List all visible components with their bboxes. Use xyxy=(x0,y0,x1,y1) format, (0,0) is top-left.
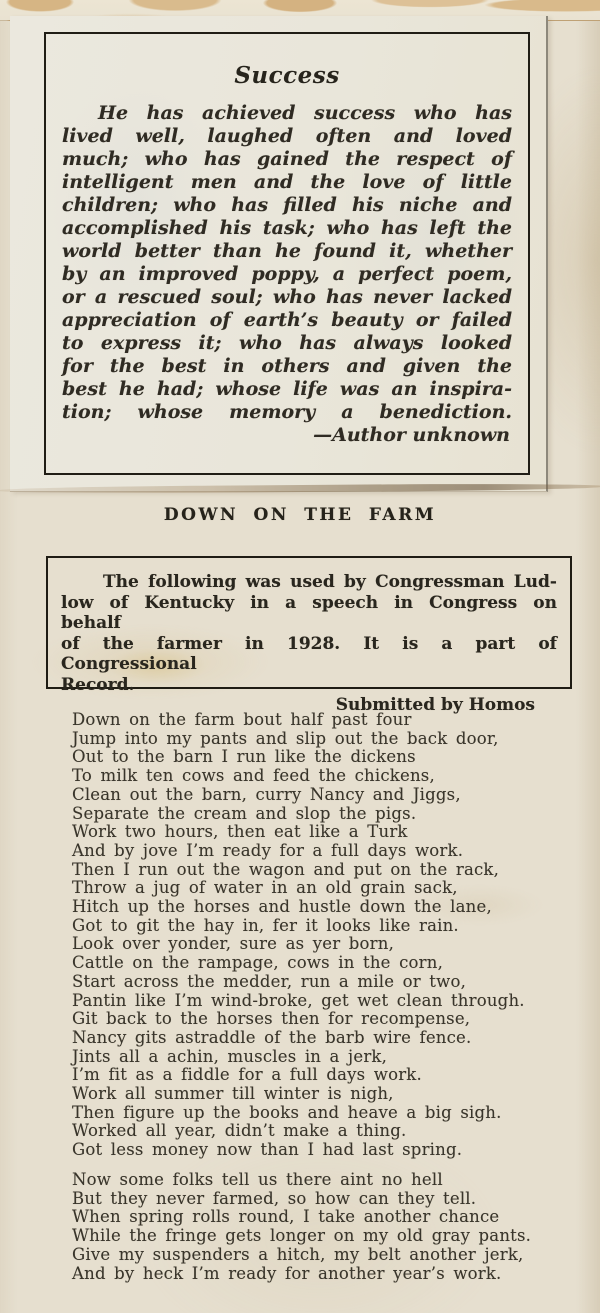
success-quote-box xyxy=(44,32,530,475)
success-quote-line: lived well, laughed often and loved xyxy=(62,125,512,147)
poem-line: But they never farmed, so how can they tell. xyxy=(72,1188,477,1208)
poem-line: Start across the medder, run a mile or two, xyxy=(72,971,467,991)
congress-note-line: of the farmer in 1928. It is a part of Congressional xyxy=(61,633,557,674)
congress-note-box xyxy=(46,556,572,715)
congress-note-line: Record. xyxy=(61,674,135,695)
poem-line: Clean out the barn, curry Nancy and Jiggs, xyxy=(72,784,461,804)
success-quote-line: intelligent men and the love of little xyxy=(62,171,512,193)
poem-line: Work all summer till winter is nigh, xyxy=(72,1084,394,1104)
poem-line: Got less money now than I had last spring. xyxy=(72,1140,463,1160)
success-quote-line: He has achieved success who has xyxy=(98,102,512,124)
poem-line: Look over yonder, sure as yer born, xyxy=(72,934,395,954)
poem-line: Then I run out the wagon and put on the rack, xyxy=(72,859,500,879)
success-quote-line: by an improved poppy, a perfect poem, xyxy=(62,263,512,285)
submitted-by-line: Submitted by Homos xyxy=(335,695,535,715)
success-quote-line: much; who has gained the respect of xyxy=(62,148,512,170)
poem-stanza-2 xyxy=(72,1171,592,1283)
poem-stanza-1 xyxy=(72,711,592,1160)
poem-line: When spring rolls round, I take another chance xyxy=(72,1207,500,1227)
success-title: Success xyxy=(234,62,340,89)
success-quote-line: or a rescued soul; who has never lacked xyxy=(62,286,512,308)
success-quote-body xyxy=(62,102,512,424)
poem-line: Cattle on the rampage, cows in the corn, xyxy=(72,953,444,973)
poem-line: Git back to the horses then for recompense, xyxy=(72,1009,471,1029)
success-quote-line: for the best in others and given the xyxy=(62,355,512,377)
farm-section-heading: DOWN ON THE FARM xyxy=(163,505,437,525)
congress-note-line: low of Kentucky in a speech in Congress on behalf xyxy=(61,592,557,633)
poem-line: And by jove I’m ready for a full days work. xyxy=(72,840,464,860)
success-quote-line: world better than he found it, whether xyxy=(62,240,512,262)
poem-line: Down on the farm bout half past four xyxy=(72,710,412,729)
poem-line: Nancy gits astraddle of the barb wire fence. xyxy=(72,1027,472,1047)
success-quote-line: to express it; who has always looked xyxy=(62,332,512,354)
poem-line: Got to git the hay in, fer it looks like rain. xyxy=(72,915,459,935)
poem-line: Worked all year, didn’t make a thing. xyxy=(72,1121,407,1141)
success-quote-line: tion; whose memory a benediction. xyxy=(62,401,512,423)
poem-line: Out to the barn I run like the dickens xyxy=(72,747,416,767)
poem-line: Then figure up the books and heave a big sigh. xyxy=(72,1102,502,1122)
success-quote-line: children; who has filled his niche and xyxy=(62,194,512,216)
success-quote-line: appreciation of earth’s beauty or failed xyxy=(62,309,512,331)
poem-line: And by heck I’m ready for another year’s work. xyxy=(72,1263,502,1283)
poem-line: Work two hours, then eat like a Turk xyxy=(72,822,408,842)
poem-line: Throw a jug of water in an old grain sack, xyxy=(72,878,458,898)
success-clipping xyxy=(10,16,548,492)
poem-line: Hitch up the horses and hustle down the lane, xyxy=(72,897,492,917)
poem-line: Give my suspenders a hitch, my belt another jerk, xyxy=(72,1244,524,1264)
congress-note-line: The following was used by Congressman Lud- xyxy=(103,572,557,592)
poem-line: I’m fit as a fiddle for a full days work. xyxy=(72,1065,422,1085)
success-quote-line: best he had; whose life was an inspira- xyxy=(62,378,512,400)
congress-note-text xyxy=(61,572,557,695)
poem-line: Jints all a achin, muscles in a jerk, xyxy=(72,1046,388,1066)
success-attribution: —Author unknown xyxy=(313,424,510,446)
poem-line: Jump into my pants and slip out the back door, xyxy=(72,728,499,748)
success-quote-line: accomplished his task; who has left the xyxy=(62,217,512,239)
poem-line: Now some folks tell us there aint no hell xyxy=(72,1170,443,1189)
poem-line: Separate the cream and slop the pigs. xyxy=(72,803,417,823)
poem-line: To milk ten cows and feed the chickens, xyxy=(72,766,435,786)
poem-line: Pantin like I’m wind-broke, get wet clean through. xyxy=(72,990,525,1010)
poem-line: While the fringe gets longer on my old gray pants. xyxy=(72,1226,532,1246)
